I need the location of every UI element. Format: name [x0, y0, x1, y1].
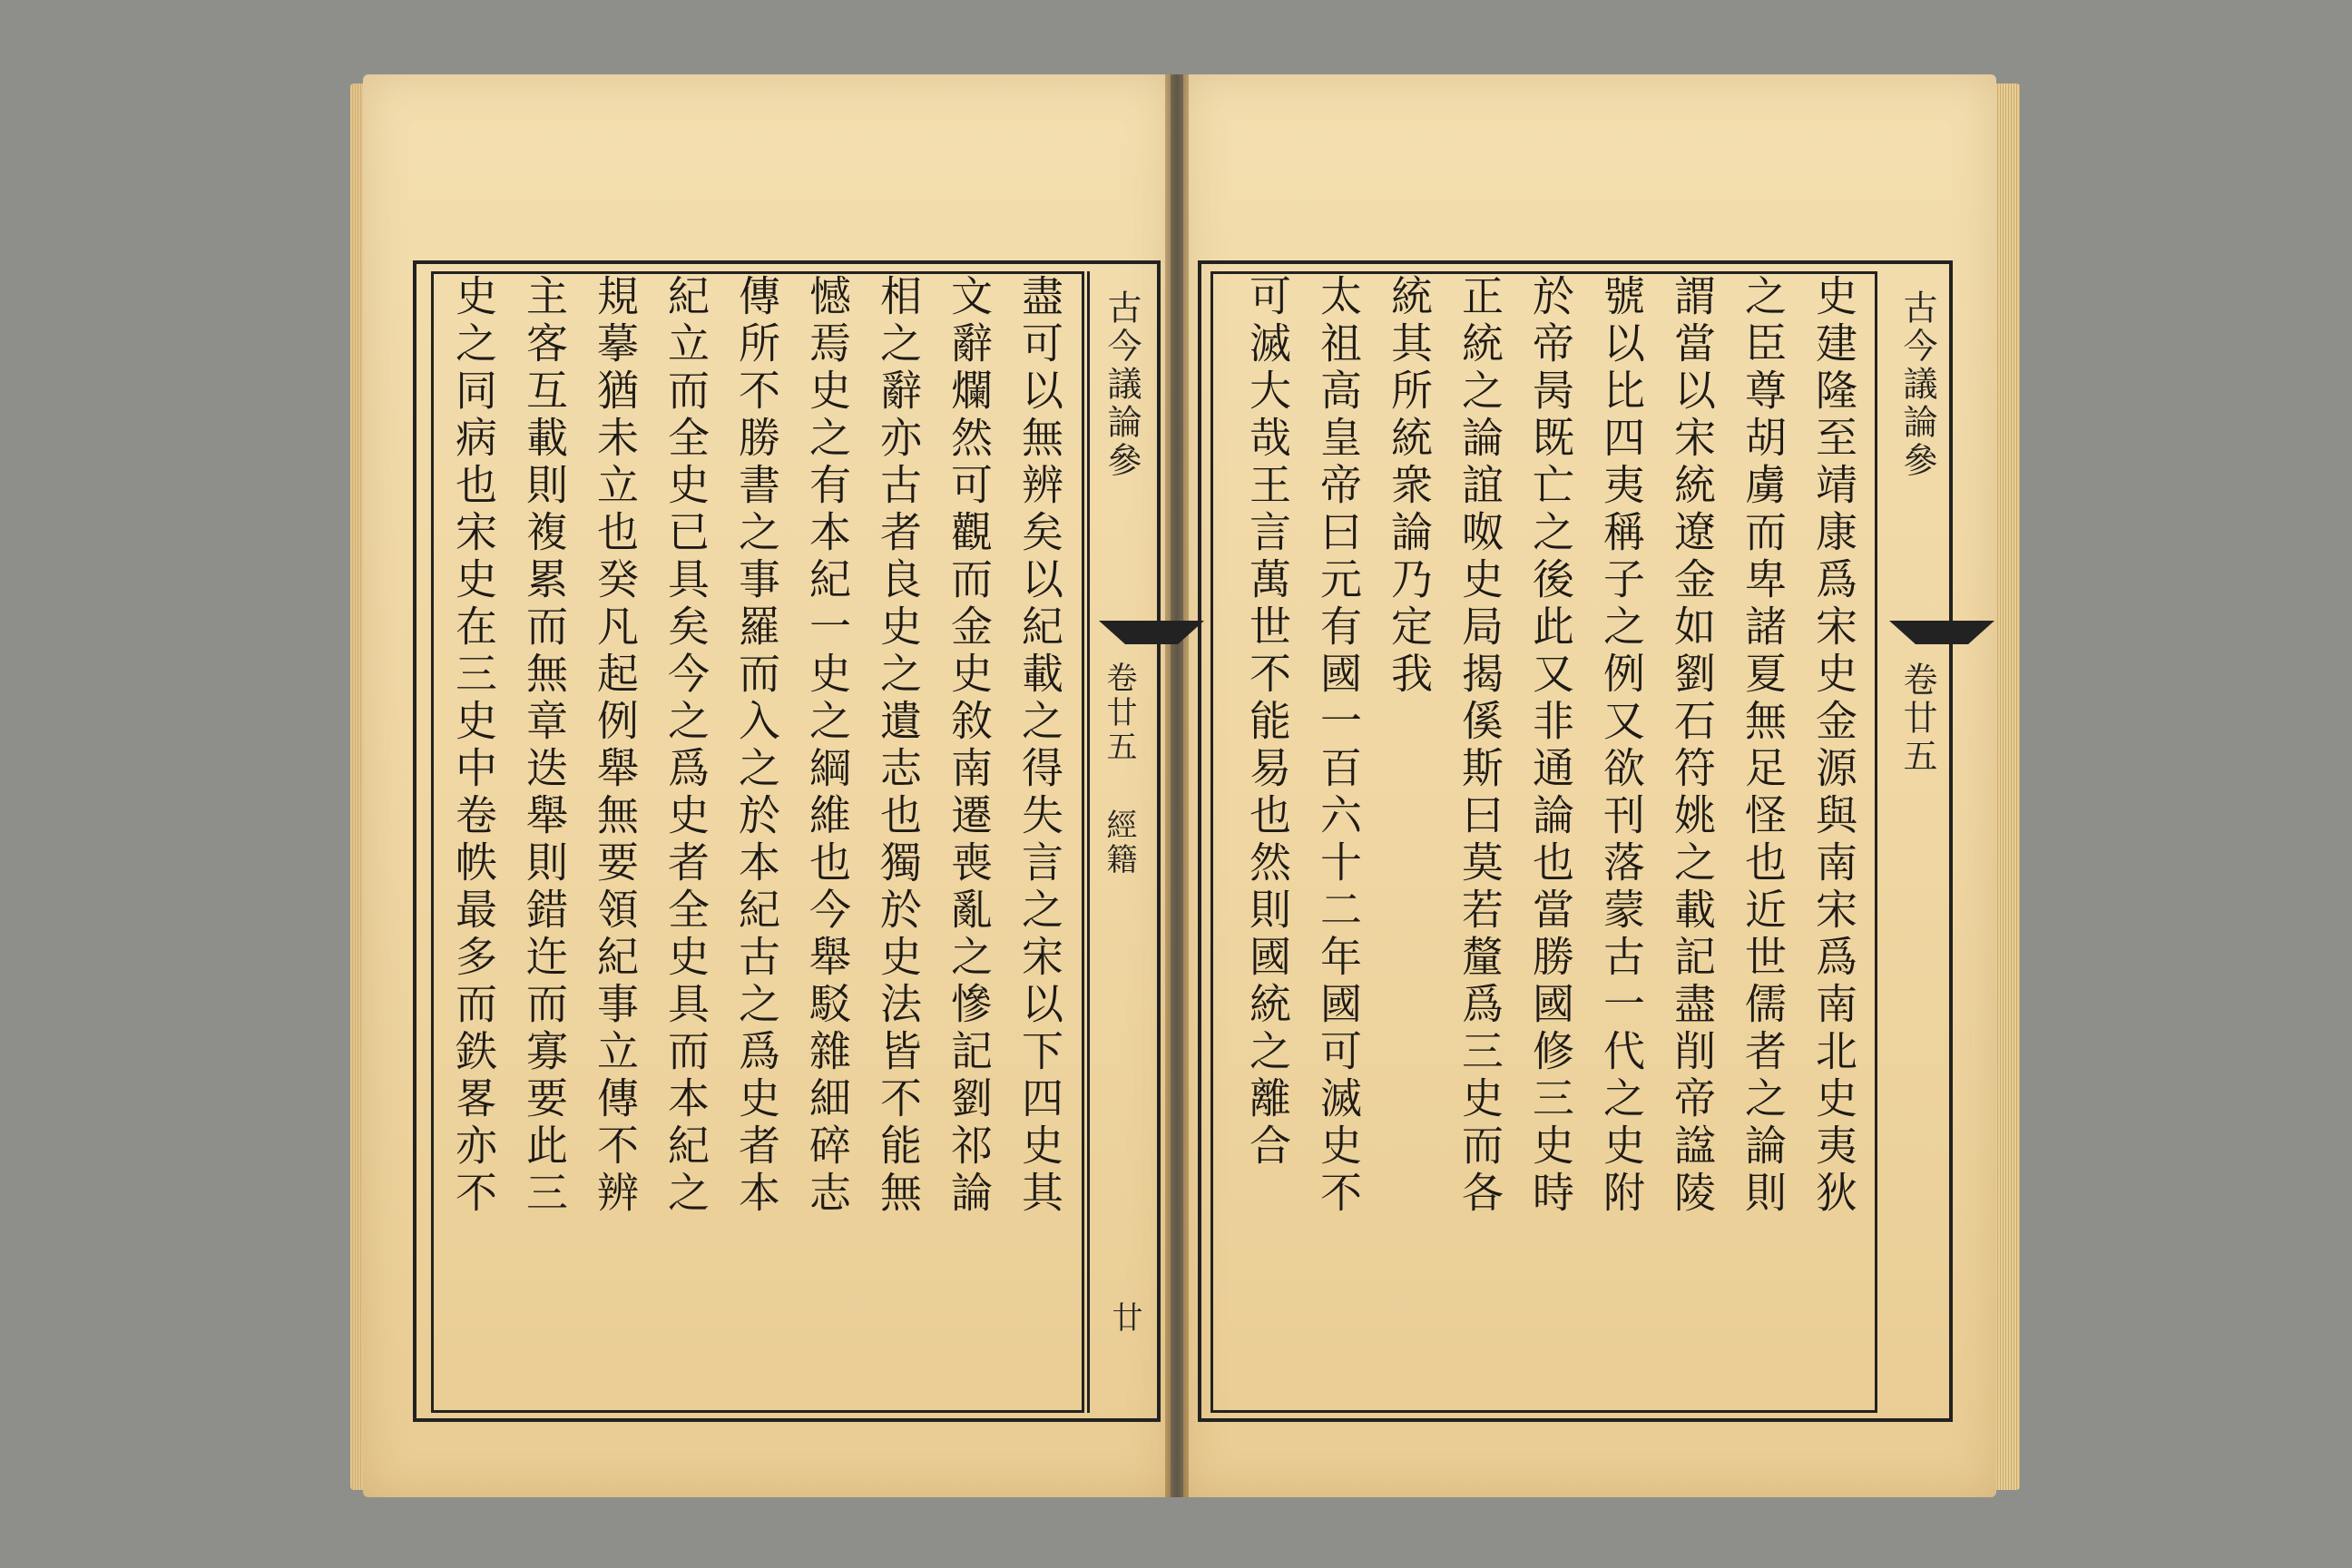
- right-page-edges: [1993, 83, 2020, 1490]
- block-heart-volume: 卷廿五: [1101, 662, 1137, 765]
- block-heart-section: 經籍: [1101, 808, 1137, 877]
- text-column: 之臣尊胡虜而卑諸夏無足怪也近世儒者之論則: [1739, 274, 1788, 1218]
- text-column: 史之同病也宋史在三史中卷帙最多而鉄畧亦不: [449, 274, 498, 1218]
- text-column: 可滅大哉王言萬世不能易也然則國統之離合: [1243, 274, 1292, 1171]
- text-column: 史建隆至靖康爲宋史金源與南宋爲南北史夷狄: [1809, 274, 1858, 1218]
- right-block-heart: [1880, 271, 1953, 1413]
- leaf-number: 廿: [1106, 1301, 1142, 1332]
- left-text-block: [431, 271, 1084, 1413]
- left-block-heart: [1087, 271, 1158, 1413]
- text-column: 紀立而全史已具矣今之爲史者全史具而本紀之: [662, 274, 710, 1218]
- fishtail-mark: [1099, 621, 1204, 644]
- text-column: 統其所統衆論乃定我: [1385, 274, 1434, 699]
- text-column: 謂當以宋統遼金如劉石符姚之載記盡削帝諡陵: [1668, 274, 1717, 1218]
- text-column: 文辭爛然可觀而金史敘南遷喪亂之慘記劉祁論: [945, 274, 994, 1218]
- block-heart-title: 古今議論參: [1897, 289, 1937, 480]
- text-column: 規摹猶未立也癸凡起例舉無要領紀事立傳不辨: [591, 274, 640, 1218]
- block-heart-volume: 卷廿五: [1897, 662, 1937, 776]
- text-column: 太祖高皇帝曰元有國一百六十二年國可滅史不: [1314, 274, 1363, 1218]
- text-column: 正統之論誼呶史局揭傒斯曰莫若釐爲三史而各: [1455, 274, 1504, 1218]
- open-book: [363, 74, 1996, 1497]
- text-column: 主客互載則複累而無章迭舉則錯迕而寡要此三: [520, 274, 569, 1218]
- text-column: 憾焉史之有本紀一史之綱維也今舉駁雜細碎志: [803, 274, 852, 1218]
- text-column: 於帝昺既亡之後此又非通論也當勝國修三史時: [1526, 274, 1575, 1218]
- block-heart-title: 古今議論參: [1102, 289, 1142, 480]
- text-column: 傳所不勝書之事羅而入之於本紀古之爲史者本: [732, 274, 781, 1218]
- text-column: 相之辭亦古者良史之遺志也獨於史法皆不能無: [874, 274, 923, 1218]
- fishtail-mark: [1889, 621, 1994, 644]
- book-gutter: [1165, 74, 1189, 1497]
- text-column: 盡可以無辨矣以紀載之得失言之宋以下四史其: [1015, 274, 1064, 1218]
- right-text-block: [1210, 271, 1877, 1413]
- text-column: 號以比四夷稱子之例又欲刊落蒙古一代之史附: [1597, 274, 1646, 1218]
